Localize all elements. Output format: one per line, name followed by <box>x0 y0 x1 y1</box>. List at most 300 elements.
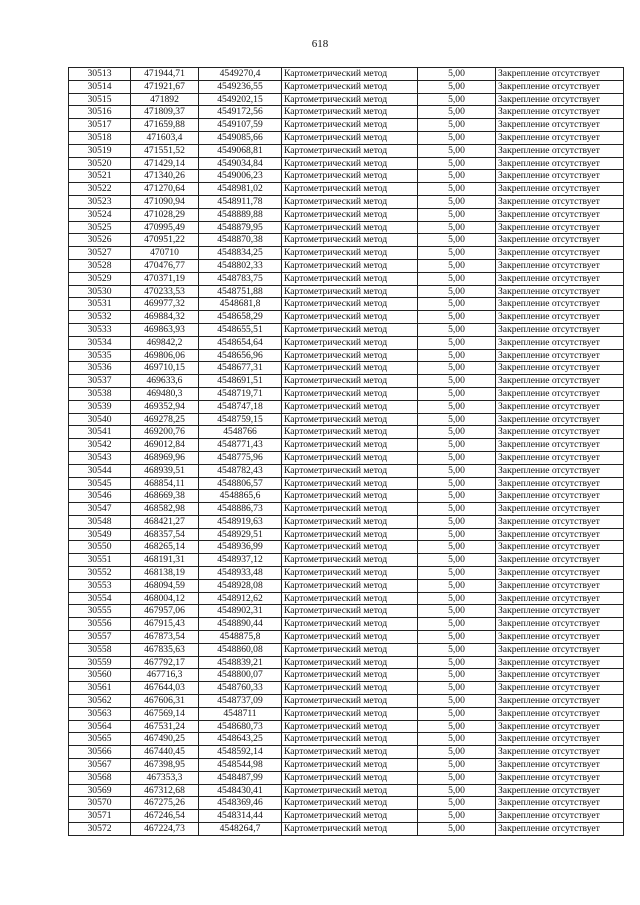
point-number-cell: 30540 <box>69 413 131 426</box>
error-cell: 5,00 <box>418 349 496 362</box>
point-number-cell: 30554 <box>69 592 131 605</box>
fixation-cell: Закрепление отсутствует <box>496 221 624 234</box>
fixation-cell: Закрепление отсутствует <box>496 695 624 708</box>
fixation-cell: Закрепление отсутствует <box>496 746 624 759</box>
fixation-cell: Закрепление отсутствует <box>496 93 624 106</box>
y-coordinate-cell: 4548691,51 <box>199 375 282 388</box>
x-coordinate-cell: 467353,3 <box>131 771 199 784</box>
method-cell: Картометрический метод <box>282 477 418 490</box>
table-row <box>69 247 624 260</box>
y-coordinate-cell: 4548912,62 <box>199 592 282 605</box>
x-coordinate-cell: 467440,45 <box>131 746 199 759</box>
method-cell: Картометрический метод <box>282 759 418 772</box>
point-number-cell: 30549 <box>69 528 131 541</box>
method-cell: Картометрический метод <box>282 669 418 682</box>
x-coordinate-cell: 470995,49 <box>131 221 199 234</box>
method-cell: Картометрический метод <box>282 503 418 516</box>
table-row <box>69 375 624 388</box>
table-row <box>69 490 624 503</box>
x-coordinate-cell: 471090,94 <box>131 195 199 208</box>
x-coordinate-cell: 467275,26 <box>131 797 199 810</box>
fixation-cell: Закрепление отсутствует <box>496 170 624 183</box>
y-coordinate-cell: 4548747,18 <box>199 400 282 413</box>
fixation-cell: Закрепление отсутствует <box>496 528 624 541</box>
point-number-cell: 30565 <box>69 733 131 746</box>
fixation-cell: Закрепление отсутствует <box>496 503 624 516</box>
y-coordinate-cell: 4548902,31 <box>199 605 282 618</box>
fixation-cell: Закрепление отсутствует <box>496 362 624 375</box>
x-coordinate-cell: 468138,19 <box>131 567 199 580</box>
x-coordinate-cell: 469200,76 <box>131 426 199 439</box>
x-coordinate-cell: 467224,73 <box>131 823 199 836</box>
method-cell: Картометрический метод <box>282 515 418 528</box>
table-row <box>69 323 624 336</box>
x-coordinate-cell: 469884,32 <box>131 311 199 324</box>
error-cell: 5,00 <box>418 285 496 298</box>
table-row <box>69 592 624 605</box>
method-cell: Картометрический метод <box>282 631 418 644</box>
point-number-cell: 30548 <box>69 515 131 528</box>
method-cell: Картометрический метод <box>282 119 418 132</box>
method-cell: Картометрический метод <box>282 195 418 208</box>
x-coordinate-cell: 467312,68 <box>131 784 199 797</box>
y-coordinate-cell: 4548936,99 <box>199 541 282 554</box>
point-number-cell: 30523 <box>69 195 131 208</box>
x-coordinate-cell: 467398,95 <box>131 759 199 772</box>
x-coordinate-cell: 467835,63 <box>131 643 199 656</box>
point-number-cell: 30544 <box>69 464 131 477</box>
point-number-cell: 30515 <box>69 93 131 106</box>
y-coordinate-cell: 4549172,56 <box>199 106 282 119</box>
y-coordinate-cell: 4548919,63 <box>199 515 282 528</box>
method-cell: Картометрический метод <box>282 618 418 631</box>
y-coordinate-cell: 4548658,29 <box>199 311 282 324</box>
method-cell: Картометрический метод <box>282 464 418 477</box>
fixation-cell: Закрепление отсутствует <box>496 298 624 311</box>
table-row <box>69 106 624 119</box>
fixation-cell: Закрепление отсутствует <box>496 490 624 503</box>
coordinates-table <box>68 67 624 836</box>
error-cell: 5,00 <box>418 170 496 183</box>
point-number-cell: 30519 <box>69 144 131 157</box>
y-coordinate-cell: 4548929,51 <box>199 528 282 541</box>
method-cell: Картометрический метод <box>282 413 418 426</box>
x-coordinate-cell: 468421,27 <box>131 515 199 528</box>
y-coordinate-cell: 4548783,75 <box>199 272 282 285</box>
error-cell: 5,00 <box>418 451 496 464</box>
point-number-cell: 30555 <box>69 605 131 618</box>
point-number-cell: 30516 <box>69 106 131 119</box>
table-row <box>69 707 624 720</box>
fixation-cell: Закрепление отсутствует <box>496 682 624 695</box>
fixation-cell: Закрепление отсутствует <box>496 131 624 144</box>
error-cell: 5,00 <box>418 554 496 567</box>
error-cell: 5,00 <box>418 707 496 720</box>
method-cell: Картометрический метод <box>282 605 418 618</box>
point-number-cell: 30572 <box>69 823 131 836</box>
table-row <box>69 285 624 298</box>
table-row <box>69 349 624 362</box>
point-number-cell: 30533 <box>69 323 131 336</box>
x-coordinate-cell: 469480,3 <box>131 387 199 400</box>
error-cell: 5,00 <box>418 426 496 439</box>
point-number-cell: 30568 <box>69 771 131 784</box>
fixation-cell: Закрепление отсутствует <box>496 477 624 490</box>
x-coordinate-cell: 471603,4 <box>131 131 199 144</box>
fixation-cell: Закрепление отсутствует <box>496 592 624 605</box>
method-cell: Картометрический метод <box>282 234 418 247</box>
method-cell: Картометрический метод <box>282 746 418 759</box>
method-cell: Картометрический метод <box>282 221 418 234</box>
fixation-cell: Закрепление отсутствует <box>496 68 624 81</box>
fixation-cell: Закрепление отсутствует <box>496 823 624 836</box>
y-coordinate-cell: 4548775,96 <box>199 451 282 464</box>
x-coordinate-cell: 471921,67 <box>131 80 199 93</box>
method-cell: Картометрический метод <box>282 451 418 464</box>
table-row <box>69 567 624 580</box>
table-row <box>69 336 624 349</box>
method-cell: Картометрический метод <box>282 810 418 823</box>
point-number-cell: 30513 <box>69 68 131 81</box>
fixation-cell: Закрепление отсутствует <box>496 183 624 196</box>
point-number-cell: 30542 <box>69 439 131 452</box>
y-coordinate-cell: 4548654,64 <box>199 336 282 349</box>
error-cell: 5,00 <box>418 784 496 797</box>
table-row <box>69 119 624 132</box>
x-coordinate-cell: 468969,96 <box>131 451 199 464</box>
error-cell: 5,00 <box>418 195 496 208</box>
y-coordinate-cell: 4548544,98 <box>199 759 282 772</box>
error-cell: 5,00 <box>418 823 496 836</box>
fixation-cell: Закрепление отсутствует <box>496 451 624 464</box>
y-coordinate-cell: 4548870,38 <box>199 234 282 247</box>
error-cell: 5,00 <box>418 605 496 618</box>
fixation-cell: Закрепление отсутствует <box>496 413 624 426</box>
table-row <box>69 272 624 285</box>
y-coordinate-cell: 4548751,88 <box>199 285 282 298</box>
table-row <box>69 656 624 669</box>
fixation-cell: Закрепление отсутствует <box>496 119 624 132</box>
table-row <box>69 733 624 746</box>
error-cell: 5,00 <box>418 221 496 234</box>
fixation-cell: Закрепление отсутствует <box>496 285 624 298</box>
method-cell: Картометрический метод <box>282 656 418 669</box>
point-number-cell: 30551 <box>69 554 131 567</box>
error-cell: 5,00 <box>418 119 496 132</box>
y-coordinate-cell: 4549270,4 <box>199 68 282 81</box>
y-coordinate-cell: 4548592,14 <box>199 746 282 759</box>
error-cell: 5,00 <box>418 541 496 554</box>
fixation-cell: Закрепление отсутствует <box>496 605 624 618</box>
x-coordinate-cell: 467873,54 <box>131 631 199 644</box>
x-coordinate-cell: 470233,53 <box>131 285 199 298</box>
fixation-cell: Закрепление отсутствует <box>496 631 624 644</box>
y-coordinate-cell: 4548802,33 <box>199 259 282 272</box>
error-cell: 5,00 <box>418 477 496 490</box>
table-row <box>69 221 624 234</box>
table-row <box>69 426 624 439</box>
table-row <box>69 157 624 170</box>
method-cell: Картометрический метод <box>282 797 418 810</box>
y-coordinate-cell: 4548759,15 <box>199 413 282 426</box>
method-cell: Картометрический метод <box>282 298 418 311</box>
method-cell: Картометрический метод <box>282 375 418 388</box>
point-number-cell: 30514 <box>69 80 131 93</box>
error-cell: 5,00 <box>418 515 496 528</box>
method-cell: Картометрический метод <box>282 247 418 260</box>
method-cell: Картометрический метод <box>282 784 418 797</box>
error-cell: 5,00 <box>418 375 496 388</box>
y-coordinate-cell: 4548681,8 <box>199 298 282 311</box>
method-cell: Картометрический метод <box>282 400 418 413</box>
method-cell: Картометрический метод <box>282 823 418 836</box>
method-cell: Картометрический метод <box>282 272 418 285</box>
x-coordinate-cell: 469806,06 <box>131 349 199 362</box>
y-coordinate-cell: 4548928,08 <box>199 579 282 592</box>
y-coordinate-cell: 4548430,41 <box>199 784 282 797</box>
y-coordinate-cell: 4548711 <box>199 707 282 720</box>
error-cell: 5,00 <box>418 106 496 119</box>
point-number-cell: 30550 <box>69 541 131 554</box>
table-row <box>69 682 624 695</box>
table-row <box>69 451 624 464</box>
point-number-cell: 30537 <box>69 375 131 388</box>
x-coordinate-cell: 470476,77 <box>131 259 199 272</box>
y-coordinate-cell: 4548937,12 <box>199 554 282 567</box>
error-cell: 5,00 <box>418 592 496 605</box>
method-cell: Картометрический метод <box>282 387 418 400</box>
point-number-cell: 30517 <box>69 119 131 132</box>
point-number-cell: 30569 <box>69 784 131 797</box>
error-cell: 5,00 <box>418 400 496 413</box>
x-coordinate-cell: 467246,54 <box>131 810 199 823</box>
x-coordinate-cell: 469863,93 <box>131 323 199 336</box>
point-number-cell: 30545 <box>69 477 131 490</box>
error-cell: 5,00 <box>418 759 496 772</box>
y-coordinate-cell: 4548314,44 <box>199 810 282 823</box>
y-coordinate-cell: 4548719,71 <box>199 387 282 400</box>
error-cell: 5,00 <box>418 247 496 260</box>
error-cell: 5,00 <box>418 695 496 708</box>
x-coordinate-cell: 469977,32 <box>131 298 199 311</box>
method-cell: Картометрический метод <box>282 554 418 567</box>
point-number-cell: 30518 <box>69 131 131 144</box>
fixation-cell: Закрепление отсутствует <box>496 618 624 631</box>
table-row <box>69 784 624 797</box>
x-coordinate-cell: 468094,59 <box>131 579 199 592</box>
table-row <box>69 554 624 567</box>
fixation-cell: Закрепление отсутствует <box>496 349 624 362</box>
y-coordinate-cell: 4548889,88 <box>199 208 282 221</box>
y-coordinate-cell: 4549085,66 <box>199 131 282 144</box>
point-number-cell: 30553 <box>69 579 131 592</box>
point-number-cell: 30558 <box>69 643 131 656</box>
error-cell: 5,00 <box>418 362 496 375</box>
error-cell: 5,00 <box>418 80 496 93</box>
table-row <box>69 362 624 375</box>
error-cell: 5,00 <box>418 567 496 580</box>
x-coordinate-cell: 467792,17 <box>131 656 199 669</box>
error-cell: 5,00 <box>418 746 496 759</box>
error-cell: 5,00 <box>418 439 496 452</box>
x-coordinate-cell: 468004,12 <box>131 592 199 605</box>
table-row <box>69 311 624 324</box>
y-coordinate-cell: 4548656,96 <box>199 349 282 362</box>
point-number-cell: 30522 <box>69 183 131 196</box>
point-number-cell: 30543 <box>69 451 131 464</box>
x-coordinate-cell: 469352,94 <box>131 400 199 413</box>
table-row <box>69 68 624 81</box>
fixation-cell: Закрепление отсутствует <box>496 272 624 285</box>
method-cell: Картометрический метод <box>282 567 418 580</box>
y-coordinate-cell: 4548860,08 <box>199 643 282 656</box>
fixation-cell: Закрепление отсутствует <box>496 259 624 272</box>
error-cell: 5,00 <box>418 208 496 221</box>
table-row <box>69 80 624 93</box>
x-coordinate-cell: 471892 <box>131 93 199 106</box>
table-row <box>69 528 624 541</box>
fixation-cell: Закрепление отсутствует <box>496 234 624 247</box>
point-number-cell: 30530 <box>69 285 131 298</box>
y-coordinate-cell: 4548655,51 <box>199 323 282 336</box>
y-coordinate-cell: 4548737,09 <box>199 695 282 708</box>
method-cell: Картометрический метод <box>282 682 418 695</box>
y-coordinate-cell: 4548890,44 <box>199 618 282 631</box>
error-cell: 5,00 <box>418 631 496 644</box>
fixation-cell: Закрепление отсутствует <box>496 810 624 823</box>
point-number-cell: 30560 <box>69 669 131 682</box>
x-coordinate-cell: 468854,11 <box>131 477 199 490</box>
table-row <box>69 464 624 477</box>
x-coordinate-cell: 469842,2 <box>131 336 199 349</box>
point-number-cell: 30566 <box>69 746 131 759</box>
x-coordinate-cell: 469710,15 <box>131 362 199 375</box>
method-cell: Картометрический метод <box>282 643 418 656</box>
fixation-cell: Закрепление отсутствует <box>496 157 624 170</box>
table-row <box>69 439 624 452</box>
y-coordinate-cell: 4549236,55 <box>199 80 282 93</box>
method-cell: Картометрический метод <box>282 541 418 554</box>
method-cell: Картометрический метод <box>282 426 418 439</box>
fixation-cell: Закрепление отсутствует <box>496 400 624 413</box>
error-cell: 5,00 <box>418 733 496 746</box>
fixation-cell: Закрепление отсутствует <box>496 311 624 324</box>
method-cell: Картометрический метод <box>282 733 418 746</box>
x-coordinate-cell: 470710 <box>131 247 199 260</box>
x-coordinate-cell: 469633,6 <box>131 375 199 388</box>
x-coordinate-cell: 468357,54 <box>131 528 199 541</box>
fixation-cell: Закрепление отсутствует <box>496 323 624 336</box>
method-cell: Картометрический метод <box>282 208 418 221</box>
table-row <box>69 400 624 413</box>
table-row <box>69 93 624 106</box>
x-coordinate-cell: 471429,14 <box>131 157 199 170</box>
method-cell: Картометрический метод <box>282 349 418 362</box>
table-row <box>69 720 624 733</box>
error-cell: 5,00 <box>418 144 496 157</box>
y-coordinate-cell: 4548834,25 <box>199 247 282 260</box>
y-coordinate-cell: 4548264,7 <box>199 823 282 836</box>
error-cell: 5,00 <box>418 618 496 631</box>
error-cell: 5,00 <box>418 720 496 733</box>
table-row <box>69 631 624 644</box>
fixation-cell: Закрепление отсутствует <box>496 784 624 797</box>
table-row <box>69 797 624 810</box>
error-cell: 5,00 <box>418 413 496 426</box>
error-cell: 5,00 <box>418 272 496 285</box>
fixation-cell: Закрепление отсутствует <box>496 656 624 669</box>
error-cell: 5,00 <box>418 183 496 196</box>
table-row <box>69 170 624 183</box>
table-row <box>69 669 624 682</box>
point-number-cell: 30557 <box>69 631 131 644</box>
error-cell: 5,00 <box>418 682 496 695</box>
method-cell: Картометрический метод <box>282 695 418 708</box>
table-row <box>69 195 624 208</box>
table-row <box>69 771 624 784</box>
error-cell: 5,00 <box>418 336 496 349</box>
x-coordinate-cell: 467606,31 <box>131 695 199 708</box>
x-coordinate-cell: 469012,84 <box>131 439 199 452</box>
method-cell: Картометрический метод <box>282 183 418 196</box>
fixation-cell: Закрепление отсутствует <box>496 797 624 810</box>
x-coordinate-cell: 471340,26 <box>131 170 199 183</box>
method-cell: Картометрический метод <box>282 285 418 298</box>
y-coordinate-cell: 4548933,48 <box>199 567 282 580</box>
table-row <box>69 605 624 618</box>
method-cell: Картометрический метод <box>282 144 418 157</box>
table-row <box>69 477 624 490</box>
error-cell: 5,00 <box>418 528 496 541</box>
error-cell: 5,00 <box>418 387 496 400</box>
method-cell: Картометрический метод <box>282 131 418 144</box>
point-number-cell: 30524 <box>69 208 131 221</box>
table-row <box>69 695 624 708</box>
point-number-cell: 30531 <box>69 298 131 311</box>
table-row <box>69 643 624 656</box>
error-cell: 5,00 <box>418 797 496 810</box>
point-number-cell: 30547 <box>69 503 131 516</box>
x-coordinate-cell: 468191,31 <box>131 554 199 567</box>
error-cell: 5,00 <box>418 669 496 682</box>
x-coordinate-cell: 468582,98 <box>131 503 199 516</box>
method-cell: Картометрический метод <box>282 362 418 375</box>
fixation-cell: Закрепление отсутствует <box>496 541 624 554</box>
table-row <box>69 208 624 221</box>
y-coordinate-cell: 4548487,99 <box>199 771 282 784</box>
y-coordinate-cell: 4548771,43 <box>199 439 282 452</box>
x-coordinate-cell: 467531,24 <box>131 720 199 733</box>
y-coordinate-cell: 4548800,07 <box>199 669 282 682</box>
point-number-cell: 30536 <box>69 362 131 375</box>
table-row <box>69 259 624 272</box>
fixation-cell: Закрепление отсутствует <box>496 106 624 119</box>
method-cell: Картометрический метод <box>282 490 418 503</box>
error-cell: 5,00 <box>418 157 496 170</box>
method-cell: Картометрический метод <box>282 720 418 733</box>
point-number-cell: 30570 <box>69 797 131 810</box>
y-coordinate-cell: 4548760,33 <box>199 682 282 695</box>
point-number-cell: 30561 <box>69 682 131 695</box>
table-row <box>69 579 624 592</box>
table-body <box>69 68 624 836</box>
fixation-cell: Закрепление отсутствует <box>496 387 624 400</box>
x-coordinate-cell: 470371,19 <box>131 272 199 285</box>
y-coordinate-cell: 4548865,6 <box>199 490 282 503</box>
fixation-cell: Закрепление отсутствует <box>496 554 624 567</box>
fixation-cell: Закрепление отсутствует <box>496 195 624 208</box>
error-cell: 5,00 <box>418 234 496 247</box>
